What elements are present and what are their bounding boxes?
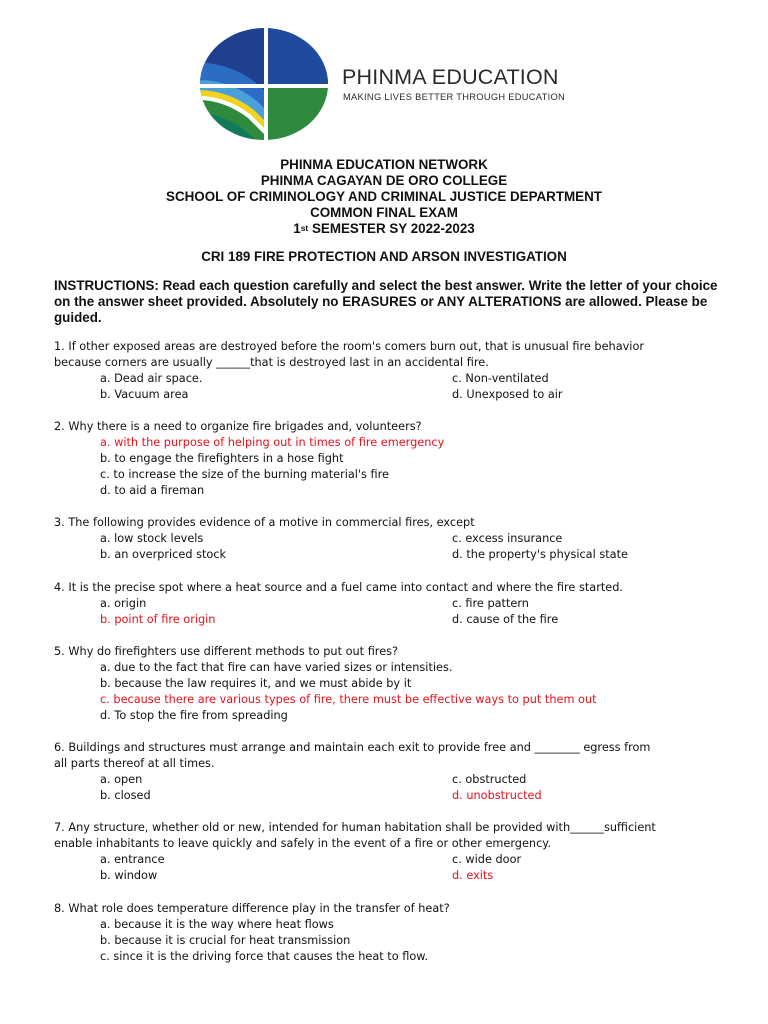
choice-c-correct: c. because there are various types of fire, there must be effective ways to put them out [100,693,597,706]
question-3 [54,515,734,563]
choice-d: d. cause of the fire [452,613,559,626]
question-stem: 4. It is the precise spot where a heat source and a fuel came into contact and where the fire started. [54,581,623,594]
question-stem: 5. Why do firefighters use different methods to put out fires? [54,645,399,658]
choice-b: b. because the law requires it, and we must abide by it [100,677,412,690]
choice-a: a. because it is the way where heat flows [100,918,334,931]
header-college: PHINMA CAGAYAN DE ORO COLLEGE [260,173,508,188]
choice-c: c. to increase the size of the burning material's fire [100,468,389,481]
question-6 [54,740,734,804]
choice-b: b. because it is crucial for heat transmission [100,934,351,947]
header-department: SCHOOL OF CRIMINOLOGY AND CRIMINAL JUSTICE DEPARTMENT [166,189,602,204]
phinma-globe-icon [198,24,332,142]
choice-c: c. since it is the driving force that causes the heat to flow. [100,950,429,963]
question-stem: 7. Any structure, whether old or new, intended for human habitation shall be provided with______sufficient [54,821,656,834]
brand-tagline: MAKING LIVES BETTER THROUGH EDUCATION [343,92,566,102]
question-stem: 3. The following provides evidence of a motive in commercial fires, except [54,516,475,529]
choice-b-correct: b. point of fire origin [100,613,216,626]
choice-c: c. excess insurance [452,532,563,545]
choice-d-correct: d. exits [452,869,494,882]
choice-a: a. due to the fact that fire can have varied sizes or intensities. [100,661,453,674]
question-1 [54,339,734,403]
exam-header [0,157,768,237]
question-stem: 1. If other exposed areas are destroyed before the room's comers burn out, that is unusual fire behavior [54,340,644,353]
choice-a: a. entrance [100,853,165,866]
question-7 [54,820,734,884]
question-stem-cont: all parts thereof at all times. [54,757,215,770]
choice-b: b. closed [100,789,151,802]
choice-d: d. To stop the fire from spreading [100,709,288,722]
choice-b: b. Vacuum area [100,388,189,401]
brand-name: PHINMA EDUCATION [342,65,559,89]
choice-c: c. Non-ventilated [452,372,549,385]
header-network: PHINMA EDUCATION NETWORK [280,157,488,172]
choice-a: a. origin [100,597,147,610]
question-stem-cont: because corners are usually ______that is destroyed last in an accidental fire. [54,356,489,369]
choice-b: b. an overpriced stock [100,548,227,561]
question-stem: 6. Buildings and structures must arrange and maintain each exit to provide free and ________ egress from [54,741,651,754]
choice-a: a. open [100,773,143,786]
choice-a: a. low stock levels [100,532,204,545]
question-4 [54,580,734,628]
question-8 [54,901,734,965]
course-title: CRI 189 FIRE PROTECTION AND ARSON INVESTIGATION [201,249,567,264]
choice-c: c. obstructed [452,773,527,786]
choice-b: b. window [100,869,158,882]
choice-d: d. the property's physical state [452,548,628,561]
question-stem: 8. What role does temperature difference play in the transfer of heat? [54,902,450,915]
choice-a: a. Dead air space. [100,372,203,385]
phinma-logo [198,24,578,144]
choice-b: b. to engage the firefighters in a hose fight [100,452,344,465]
question-stem: 2. Why there is a need to organize fire brigades and, volunteers? [54,420,422,433]
header-exam-type: COMMON FINAL EXAM [310,205,458,220]
question-5 [54,644,734,724]
choice-d: d. Unexposed to air [452,388,563,401]
choice-d: d. to aid a fireman [100,484,205,497]
choice-c: c. wide door [452,853,522,866]
choice-a-correct: a. with the purpose of helping out in times of fire emergency [100,436,445,449]
header-semester: 1st SEMESTER SY 2022-2023 [293,221,475,236]
choice-d-correct: d. unobstructed [452,789,542,802]
question-2 [54,419,734,499]
instructions: INSTRUCTIONS: Read each question carefully and select the best answer. Write the letter of your choice on the answer sheet provided. Absolutely no ERASURES or ANY ALTERATIONS are allowed. Please be guided. [54,278,718,325]
choice-c: c. fire pattern [452,597,529,610]
question-stem-cont: enable inhabitants to leave quickly and safely in the event of a fire or other emergency. [54,837,551,850]
